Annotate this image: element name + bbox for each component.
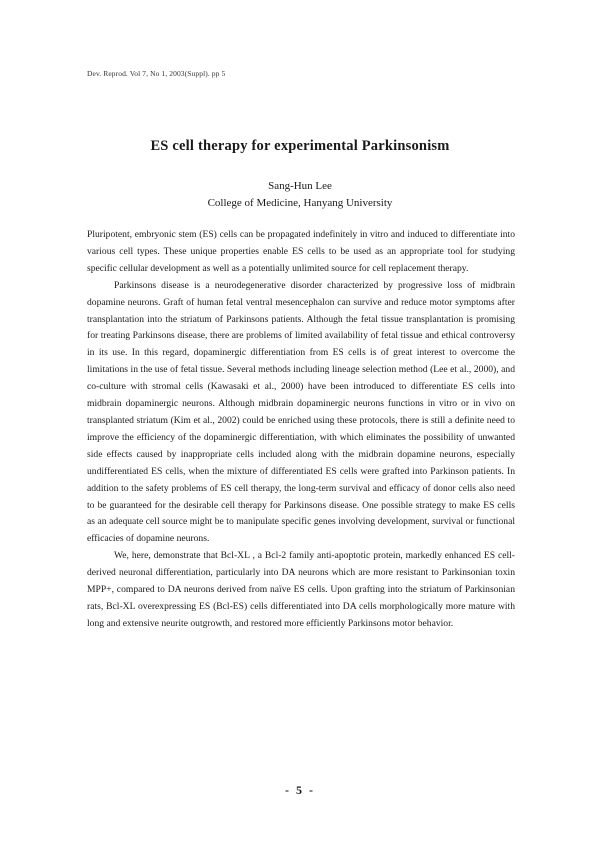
author-affiliation: College of Medicine, Hanyang University [207,197,393,209]
page-number: - 5 - [285,783,315,797]
article-title: ES cell therapy for experimental Parkinsonism [150,138,450,154]
journal-reference: Dev. Reprod. Vol 7, No 1, 2003(Suppl). pp 5 [87,69,226,78]
paragraph-results: We, here, demonstrate that Bcl-XL , a Bcl-2 family anti-apoptotic protein, markedly enhanced ES cell-derived neuronal differentiation, particularly into DA neurons which are more resistant to Parkinsonian toxin MPP+, compared to DA neurons derived from naïve ES cells. Upon grafting into the striatum of Parkinsonian rats, Bcl-XL overexpressing ES (Bcl-ES) cells differentiated into DA cells morphologically more mature with long and extensive neurite outgrowth, and restored more efficiently Parkinsons motor behavior. [87,550,515,629]
paragraph-parkinsons: Parkinsons disease is a neurodegenerative disorder characterized by progressive loss of midbrain dopamine neurons. Graft of human fetal ventral mesencephalon can survive and reduce motor symptoms after transplantation into the striatum of Parkinsons patients. Although the fetal tissue transplantation is promising for treating Parkinsons disease, there are problems of limited availability of fetal tissue and ethical controversy in its use. In this regard, dopaminergic differentiation from ES cells is of great interest to overcome the limitations in the use of fetal tissue. Several methods including lineage selection method (Lee et al., 2000), and co-culture with stromal cells (Kawasaki et al., 2000) have been introduced to differentiate ES cells into midbrain dopaminergic neurons. Although midbrain dopaminergic neurons functions in vitro or in vivo on transplanted striatum (Kim et al., 2002) could be enriched using these protocols, there is still a definite need to improve the efficiency of the dopaminergic differentiation, with which eliminates the possibility of unwanted side effects caused by inappropriate cells included along with the midbrain dopamine neurons, especially undifferentiated ES cells, when the mixture of differentiated ES cells were grafted into Parkinson patients. In addition to the safety problems of ES cell therapy, the long-term survival and efficacy of donor cells also need to be guaranteed for the desirable cell therapy for Parkinsons disease. One possible strategy to make ES cells as an adequate cell source might be to manipulate specific genes involving development, survival or functional efficacies of dopamine neurons. [87,279,515,545]
paragraph-intro: Pluripotent, embryonic stem (ES) cells can be propagated indefinitely in vitro and induced to differentiate into various cell types. These unique properties enable ES cells to be used as an appropriate tool for studying specific cellular development as well as a potentially unlimited source for cell replacement therapy. [87,229,515,274]
abstract-body [87,227,515,633]
author-name: Sang-Hun Lee [268,180,332,192]
